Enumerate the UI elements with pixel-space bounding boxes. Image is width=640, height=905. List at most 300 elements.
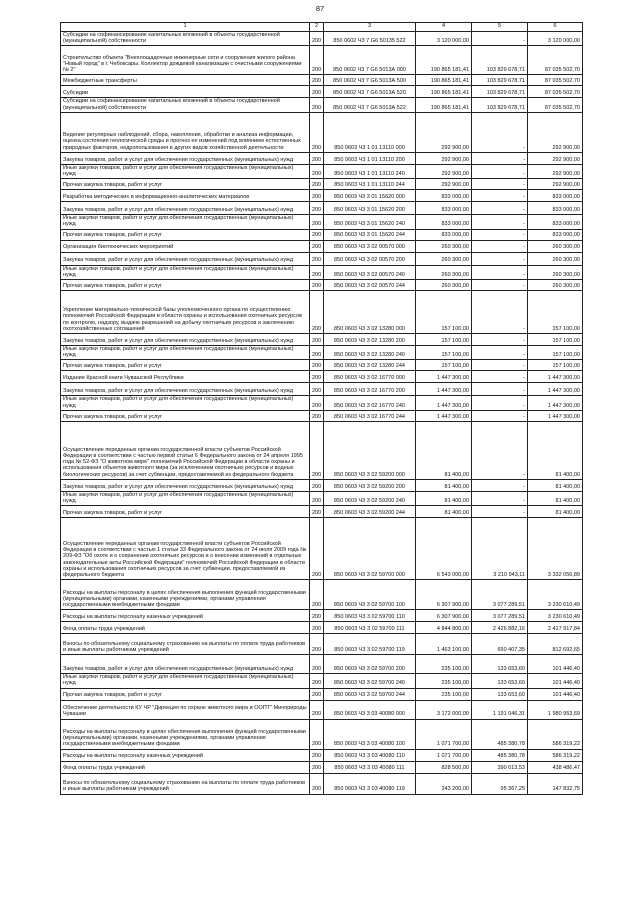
row-remaining-amount-cell: 292 900,00 <box>528 112 583 152</box>
row-classification-code-cell: 850 0603 Ч3 3 02 59700 244 <box>324 688 416 700</box>
row-executed-amount-cell: - <box>472 112 528 152</box>
row-classification-code-cell: 850 0603 Ч3 1 01 13110 200 <box>324 152 416 164</box>
row-remaining-amount-cell: 87 035 502,70 <box>528 46 583 75</box>
row-remaining-amount-cell: 81 400,00 <box>528 479 583 491</box>
row-classification-code-cell: 850 0603 Ч3 3 02 59700 110 <box>324 610 416 622</box>
row-classification-code-cell: 850 0603 Ч3 3 02 59700 111 <box>324 622 416 634</box>
table-row <box>61 700 583 719</box>
row-executed-amount-cell: 3 077 289,51 <box>472 610 528 622</box>
row-approved-amount-cell: 833 000,00 <box>416 202 472 215</box>
row-remaining-amount-cell: 1 447 300,00 <box>528 383 583 396</box>
table-row <box>61 719 583 749</box>
row-approved-amount-cell: 828 500,00 <box>416 761 472 773</box>
row-classification-code-cell: 850 0603 Ч3 3 03 40080 110 <box>324 749 416 761</box>
table-row <box>61 252 583 265</box>
row-remaining-amount-cell: 292 900,00 <box>528 179 583 190</box>
row-remaining-amount-cell: 3 230 610,49 <box>528 610 583 622</box>
row-name-cell: Иные закупки товаров, работ и услуг для обеспечения государственных (муниципальных) нужд <box>61 396 310 410</box>
table-row <box>61 334 583 346</box>
row-name-cell: Прочая закупка товаров, работ и услуг <box>61 506 310 518</box>
row-classification-code-cell: 850 0603 Ч3 3 02 13280 244 <box>324 360 416 371</box>
row-line-code-cell: 200 <box>310 179 324 190</box>
row-approved-amount-cell: 157 100,00 <box>416 334 472 346</box>
row-remaining-amount-cell: 3 332 056,89 <box>528 518 583 580</box>
row-name-cell: Прочая закупка товаров, работ и услуг <box>61 688 310 700</box>
table-row <box>61 518 583 580</box>
row-classification-code-cell: 850 0603 Ч3 3 02 59700 119 <box>324 634 416 655</box>
table-row <box>61 371 583 383</box>
row-name-cell: Иные закупки товаров, работ и услуг для обеспечения государственных (муниципальных) нужд <box>61 674 310 688</box>
row-approved-amount-cell: 292 900,00 <box>416 164 472 178</box>
row-name-cell: Иные закупки товаров, работ и услуг для обеспечения государственных (муниципальных) нужд <box>61 164 310 178</box>
budget-table <box>60 22 583 795</box>
row-executed-amount-cell: 133 653,60 <box>472 674 528 688</box>
row-executed-amount-cell: 485 380,78 <box>472 749 528 761</box>
row-line-code-cell: 200 <box>310 86 324 98</box>
row-executed-amount-cell: - <box>472 32 528 46</box>
row-classification-code-cell: 850 0603 Ч3 3 02 13280 240 <box>324 346 416 360</box>
row-classification-code-cell: 850 0602 Ч3 7 G6 5013А 522 <box>324 98 416 112</box>
row-line-code-cell: 200 <box>310 674 324 688</box>
row-classification-code-cell: 850 0602 Ч3 7 G6 5013А 000 <box>324 46 416 75</box>
row-executed-amount-cell: - <box>472 291 528 334</box>
row-remaining-amount-cell: 147 832,75 <box>528 773 583 794</box>
row-approved-amount-cell: 235 100,00 <box>416 674 472 688</box>
row-name-cell: Закупка товаров, работ и услуг для обеспечения государственных (муниципальных) нужд <box>61 655 310 674</box>
table-row <box>61 75 583 86</box>
row-classification-code-cell: 850 0603 Ч3 3 02 13280 000 <box>324 291 416 334</box>
row-line-code-cell: 200 <box>310 371 324 383</box>
row-name-cell: Закупка товаров, работ и услуг для обеспечения государственных (муниципальных) нужд <box>61 383 310 396</box>
row-approved-amount-cell: 3 120 000,00 <box>416 32 472 46</box>
row-approved-amount-cell: 1 071 700,00 <box>416 749 472 761</box>
row-line-code-cell: 200 <box>310 346 324 360</box>
row-name-cell: Прочая закупка товаров, работ и услуг <box>61 229 310 240</box>
row-line-code-cell: 200 <box>310 491 324 505</box>
row-approved-amount-cell: 157 100,00 <box>416 346 472 360</box>
row-executed-amount-cell: - <box>472 410 528 421</box>
row-remaining-amount-cell: 586 319,22 <box>528 719 583 749</box>
row-line-code-cell: 200 <box>310 360 324 371</box>
row-name-cell: Строительство объекта "Внеплощадочные инженерные сети и сооружения жилого района "Новый город" в г. Чебоксары. Коллектор дождевой канализации с очистными сооружениями № 2" <box>61 46 310 75</box>
table-row <box>61 674 583 688</box>
row-line-code-cell: 200 <box>310 265 324 279</box>
row-name-cell: Прочая закупка товаров, работ и услуг <box>61 410 310 421</box>
row-line-code-cell: 200 <box>310 215 324 229</box>
row-approved-amount-cell: 6 543 000,00 <box>416 518 472 580</box>
row-classification-code-cell: 850 0603 Ч3 1 01 13110 000 <box>324 112 416 152</box>
row-classification-code-cell: 850 0603 Ч3 3 02 16770 240 <box>324 396 416 410</box>
row-classification-code-cell: 850 0603 Ч3 3 01 15620 244 <box>324 229 416 240</box>
row-name-cell: Закупка товаров, работ и услуг для обеспечения государственных (муниципальных) нужд <box>61 252 310 265</box>
table-row <box>61 491 583 505</box>
column-header: 4 <box>416 23 472 32</box>
row-executed-amount-cell: 3 077 289,51 <box>472 580 528 610</box>
row-executed-amount-cell: - <box>472 252 528 265</box>
row-approved-amount-cell: 1 447 300,00 <box>416 396 472 410</box>
row-executed-amount-cell: 1 191 046,31 <box>472 700 528 719</box>
row-approved-amount-cell: 81 400,00 <box>416 506 472 518</box>
row-approved-amount-cell: 190 865 181,41 <box>416 98 472 112</box>
row-line-code-cell: 200 <box>310 518 324 580</box>
row-executed-amount-cell: - <box>472 240 528 252</box>
row-line-code-cell: 200 <box>310 202 324 215</box>
row-line-code-cell: 200 <box>310 98 324 112</box>
row-approved-amount-cell: 81 400,00 <box>416 491 472 505</box>
row-line-code-cell: 200 <box>310 112 324 152</box>
row-line-code-cell: 200 <box>310 634 324 655</box>
row-remaining-amount-cell: 1 447 300,00 <box>528 410 583 421</box>
row-approved-amount-cell: 833 000,00 <box>416 215 472 229</box>
table-row <box>61 190 583 202</box>
row-remaining-amount-cell: 3 230 610,49 <box>528 580 583 610</box>
row-approved-amount-cell: 1 447 300,00 <box>416 410 472 421</box>
column-header: 1 <box>61 23 310 32</box>
row-approved-amount-cell: 1 447 300,00 <box>416 383 472 396</box>
row-line-code-cell: 200 <box>310 719 324 749</box>
column-header: 2 <box>310 23 324 32</box>
row-executed-amount-cell: 103 829 678,71 <box>472 75 528 86</box>
row-classification-code-cell: 850 0603 Ч3 1 01 13110 240 <box>324 164 416 178</box>
row-name-cell: Фонд оплаты труда учреждений <box>61 622 310 634</box>
row-name-cell: Закупка товаров, работ и услуг для обеспечения государственных (муниципальных) нужд <box>61 202 310 215</box>
row-name-cell: Закупка товаров, работ и услуг для обеспечения государственных (муниципальных) нужд <box>61 334 310 346</box>
row-classification-code-cell: 850 0603 Ч3 3 02 16770 200 <box>324 383 416 396</box>
row-approved-amount-cell: 157 100,00 <box>416 291 472 334</box>
row-approved-amount-cell: 235 100,00 <box>416 688 472 700</box>
row-name-cell: Субсидии на софинансирование капитальных вложений в объекты государственной (муниципальной) собственности <box>61 32 310 46</box>
table-row <box>61 749 583 761</box>
table-row <box>61 688 583 700</box>
table-row <box>61 240 583 252</box>
row-remaining-amount-cell: 833 000,00 <box>528 215 583 229</box>
row-executed-amount-cell: - <box>472 334 528 346</box>
row-approved-amount-cell: 260 300,00 <box>416 280 472 291</box>
row-classification-code-cell: 850 0603 Ч3 1 01 13110 244 <box>324 179 416 190</box>
row-name-cell: Субсидии на софинансирование капитальных вложений в объекты государственной (муниципальной) собственности <box>61 98 310 112</box>
table-row <box>61 112 583 152</box>
row-executed-amount-cell: - <box>472 179 528 190</box>
table-row <box>61 98 583 112</box>
row-executed-amount-cell: - <box>472 506 528 518</box>
row-classification-code-cell: 850 0603 Ч3 3 03 40080 000 <box>324 700 416 719</box>
row-name-cell: Осуществление переданных органам государственной власти субъектов Российской Федерации в соответствии с частью 1 статьи 33 Федерального закона от 24 июля 2009 года № 209-ФЗ "Об охоте и о сохранении охотничьих ресурсов и о внесении изменений в отдельные законодательные акты Российской Федерации" полномочий Российской Федерации в области охраны и использования охотничьих ресурсов за счет субвенции, предоставляемой из федерального бюджета <box>61 518 310 580</box>
row-line-code-cell: 200 <box>310 32 324 46</box>
row-line-code-cell: 200 <box>310 190 324 202</box>
row-name-cell: Организация биотехнических мероприятий <box>61 240 310 252</box>
row-approved-amount-cell: 243 200,00 <box>416 773 472 794</box>
row-name-cell: Ведение регулярных наблюдений, сбора, накопления, обработки и анализа информации, оценка состояния геологической среды и прогноз ее изменений под влиянием естественных природных факторов, недропользования и других видов хозяйственной деятельности <box>61 112 310 152</box>
row-line-code-cell: 200 <box>310 240 324 252</box>
table-row <box>61 346 583 360</box>
table-row <box>61 580 583 610</box>
row-approved-amount-cell: 4 844 800,00 <box>416 622 472 634</box>
row-executed-amount-cell: 390 013,53 <box>472 761 528 773</box>
table-row <box>61 179 583 190</box>
row-classification-code-cell: 850 0603 Ч3 3 02 59700 200 <box>324 655 416 674</box>
table-row <box>61 280 583 291</box>
row-line-code-cell: 200 <box>310 152 324 164</box>
row-classification-code-cell: 850 0603 Ч3 3 02 59200 200 <box>324 479 416 491</box>
row-executed-amount-cell: - <box>472 229 528 240</box>
row-classification-code-cell: 850 0602 Ч3 7 G6 50135 522 <box>324 32 416 46</box>
row-name-cell: Прочая закупка товаров, работ и услуг <box>61 360 310 371</box>
table-row <box>61 291 583 334</box>
row-approved-amount-cell: 6 307 900,00 <box>416 610 472 622</box>
row-line-code-cell: 200 <box>310 580 324 610</box>
row-classification-code-cell: 850 0603 Ч3 3 02 00570 200 <box>324 252 416 265</box>
row-approved-amount-cell: 260 300,00 <box>416 265 472 279</box>
row-remaining-amount-cell: 81 400,00 <box>528 491 583 505</box>
row-line-code-cell: 200 <box>310 610 324 622</box>
row-approved-amount-cell: 260 300,00 <box>416 240 472 252</box>
row-name-cell: Иные закупки товаров, работ и услуг для обеспечения государственных (муниципальных) нужд <box>61 265 310 279</box>
row-line-code-cell: 200 <box>310 383 324 396</box>
row-line-code-cell: 200 <box>310 291 324 334</box>
row-remaining-amount-cell: 157 100,00 <box>528 291 583 334</box>
row-executed-amount-cell: 485 380,78 <box>472 719 528 749</box>
row-approved-amount-cell: 190 865 181,41 <box>416 75 472 86</box>
table-row <box>61 164 583 178</box>
row-name-cell: Фонд оплаты труда учреждений <box>61 761 310 773</box>
row-line-code-cell: 200 <box>310 773 324 794</box>
row-approved-amount-cell: 833 000,00 <box>416 229 472 240</box>
row-name-cell: Осуществление переданных органам государственной власти субъектов Российской Федерации в соответствии с частью первой статьи 6 Федерального закона от 24 апреля 1995 года № 52-ФЗ "О животном мире" полномочий Российской Федерации в области охраны и использования объектов животного мира (за исключением охотничьих ресурсов и водных биологических ресурсов) за счет субвенции, предоставляемой из федерального бюджета <box>61 421 310 479</box>
row-remaining-amount-cell: 157 100,00 <box>528 334 583 346</box>
row-remaining-amount-cell: 87 035 502,70 <box>528 75 583 86</box>
table-row <box>61 202 583 215</box>
row-remaining-amount-cell: 1 980 953,69 <box>528 700 583 719</box>
row-classification-code-cell: 850 0603 Ч3 3 02 00570 244 <box>324 280 416 291</box>
row-remaining-amount-cell: 1 447 300,00 <box>528 396 583 410</box>
table-row <box>61 152 583 164</box>
row-executed-amount-cell: - <box>472 421 528 479</box>
row-line-code-cell: 200 <box>310 410 324 421</box>
row-classification-code-cell: 850 0603 Ч3 3 03 40080 100 <box>324 719 416 749</box>
row-remaining-amount-cell: 260 300,00 <box>528 265 583 279</box>
row-remaining-amount-cell: 260 300,00 <box>528 280 583 291</box>
row-classification-code-cell: 850 0603 Ч3 3 03 40080 111 <box>324 761 416 773</box>
row-line-code-cell: 200 <box>310 421 324 479</box>
row-classification-code-cell: 850 0603 Ч3 3 02 00570 240 <box>324 265 416 279</box>
table-row <box>61 634 583 655</box>
table-row <box>61 229 583 240</box>
row-remaining-amount-cell: 3 120 000,00 <box>528 32 583 46</box>
row-name-cell: Обеспечение деятельности КУ ЧР "Дирекция по охране животного мира и ООПТ" Минприроды Чувашии <box>61 700 310 719</box>
table-row <box>61 383 583 396</box>
row-approved-amount-cell: 81 400,00 <box>416 479 472 491</box>
row-classification-code-cell: 850 0603 Ч3 3 02 16770 244 <box>324 410 416 421</box>
row-classification-code-cell: 850 0603 Ч3 3 03 40080 119 <box>324 773 416 794</box>
row-name-cell: Межбюджетные трансферты <box>61 75 310 86</box>
row-executed-amount-cell: 103 829 678,71 <box>472 86 528 98</box>
row-remaining-amount-cell: 1 447 300,00 <box>528 371 583 383</box>
row-classification-code-cell: 850 0603 Ч3 3 02 59200 244 <box>324 506 416 518</box>
row-classification-code-cell: 850 0602 Ч3 7 G6 5013А 500 <box>324 75 416 86</box>
row-approved-amount-cell: 1 463 100,00 <box>416 634 472 655</box>
row-name-cell: Взносы по обязательному социальному страхованию на выплаты по оплате труда работников и иные выплаты работникам учреждений <box>61 634 310 655</box>
row-name-cell: Расходы на выплаты персоналу в целях обеспечения выполнения функций государственными (муниципальными) органами, казенными учреждениями, органами управления государственными внебюджетными фондами <box>61 719 310 749</box>
row-classification-code-cell: 850 0603 Ч3 3 01 15620 000 <box>324 190 416 202</box>
row-line-code-cell: 200 <box>310 688 324 700</box>
row-approved-amount-cell: 190 865 181,41 <box>416 46 472 75</box>
row-remaining-amount-cell: 101 446,40 <box>528 688 583 700</box>
row-executed-amount-cell: 103 829 678,71 <box>472 46 528 75</box>
row-line-code-cell: 200 <box>310 164 324 178</box>
row-name-cell: Расходы на выплаты персоналу казенных учреждений <box>61 610 310 622</box>
row-executed-amount-cell: - <box>472 371 528 383</box>
row-remaining-amount-cell: 157 100,00 <box>528 360 583 371</box>
row-approved-amount-cell: 292 900,00 <box>416 179 472 190</box>
row-name-cell: Укрепление материально-технической базы уполномоченного органа по осуществлению полномочий Российской Федерации в области охраны и использования охотничьих ресурсов по контролю, надзору, выдаче разрешений на добычу охотничьих ресурсов и заключению охотхозяйственных соглашений <box>61 291 310 334</box>
row-line-code-cell: 200 <box>310 622 324 634</box>
row-name-cell: Прочая закупка товаров, работ и услуг <box>61 179 310 190</box>
row-remaining-amount-cell: 586 319,22 <box>528 749 583 761</box>
row-remaining-amount-cell: 833 000,00 <box>528 190 583 202</box>
table-row <box>61 773 583 794</box>
row-line-code-cell: 200 <box>310 700 324 719</box>
row-executed-amount-cell: 103 829 678,71 <box>472 98 528 112</box>
row-executed-amount-cell: 133 653,60 <box>472 688 528 700</box>
row-executed-amount-cell: - <box>472 152 528 164</box>
row-remaining-amount-cell: 260 300,00 <box>528 240 583 252</box>
row-name-cell: Прочая закупка товаров, работ и услуг <box>61 280 310 291</box>
row-approved-amount-cell: 235 100,00 <box>416 655 472 674</box>
row-executed-amount-cell: - <box>472 396 528 410</box>
row-approved-amount-cell: 6 307 900,00 <box>416 580 472 610</box>
row-classification-code-cell: 850 0603 Ч3 3 01 15620 200 <box>324 202 416 215</box>
row-line-code-cell: 200 <box>310 761 324 773</box>
row-approved-amount-cell: 260 300,00 <box>416 252 472 265</box>
row-remaining-amount-cell: 833 000,00 <box>528 229 583 240</box>
row-remaining-amount-cell: 292 900,00 <box>528 164 583 178</box>
row-remaining-amount-cell: 81 400,00 <box>528 421 583 479</box>
row-line-code-cell: 200 <box>310 229 324 240</box>
column-header: 5 <box>472 23 528 32</box>
row-approved-amount-cell: 190 865 181,41 <box>416 86 472 98</box>
row-executed-amount-cell: - <box>472 215 528 229</box>
table-row <box>61 610 583 622</box>
row-line-code-cell: 200 <box>310 75 324 86</box>
row-name-cell: Иные закупки товаров, работ и услуг для обеспечения государственных (муниципальных) нужд <box>61 346 310 360</box>
row-executed-amount-cell: - <box>472 265 528 279</box>
row-name-cell: Закупка товаров, работ и услуг для обеспечения государственных (муниципальных) нужд <box>61 479 310 491</box>
row-approved-amount-cell: 1 447 300,00 <box>416 371 472 383</box>
table-row <box>61 215 583 229</box>
row-remaining-amount-cell: 2 417 917,84 <box>528 622 583 634</box>
row-name-cell: Разработка методических и информационно-аналитических материалов <box>61 190 310 202</box>
row-executed-amount-cell: - <box>472 202 528 215</box>
row-name-cell: Издание Красной книги Чувашской Республики <box>61 371 310 383</box>
row-remaining-amount-cell: 260 300,00 <box>528 252 583 265</box>
row-line-code-cell: 200 <box>310 280 324 291</box>
row-classification-code-cell: 850 0603 Ч3 3 02 16770 000 <box>324 371 416 383</box>
table-row <box>61 86 583 98</box>
row-approved-amount-cell: 157 100,00 <box>416 360 472 371</box>
row-approved-amount-cell: 833 000,00 <box>416 190 472 202</box>
row-line-code-cell: 200 <box>310 506 324 518</box>
row-name-cell: Расходы на выплаты персоналу казенных учреждений <box>61 749 310 761</box>
row-remaining-amount-cell: 833 000,00 <box>528 202 583 215</box>
row-approved-amount-cell: 3 172 000,00 <box>416 700 472 719</box>
row-name-cell: Иные закупки товаров, работ и услуг для обеспечения государственных (муниципальных) нужд <box>61 215 310 229</box>
column-header: 3 <box>324 23 416 32</box>
row-classification-code-cell: 850 0602 Ч3 7 G6 5013А 520 <box>324 86 416 98</box>
table-row <box>61 410 583 421</box>
row-line-code-cell: 200 <box>310 396 324 410</box>
row-approved-amount-cell: 292 900,00 <box>416 112 472 152</box>
row-remaining-amount-cell: 157 100,00 <box>528 346 583 360</box>
table-row <box>61 421 583 479</box>
row-approved-amount-cell: 81 400,00 <box>416 421 472 479</box>
table-row <box>61 655 583 674</box>
row-line-code-cell: 200 <box>310 46 324 75</box>
row-name-cell: Взносы по обязательному социальному страхованию на выплаты по оплате труда работников и иные выплаты работникам учреждений <box>61 773 310 794</box>
row-executed-amount-cell: - <box>472 383 528 396</box>
row-remaining-amount-cell: 101 446,40 <box>528 674 583 688</box>
row-name-cell: Расходы на выплаты персоналу в целях обеспечения выполнения функций государственными (муниципальными) органами, казенными учреждениями, органами управления государственными внебюджетными фондами <box>61 580 310 610</box>
column-header: 6 <box>528 23 583 32</box>
table-row <box>61 506 583 518</box>
table-row <box>61 46 583 75</box>
row-executed-amount-cell: 3 210 943,11 <box>472 518 528 580</box>
table-row <box>61 761 583 773</box>
row-executed-amount-cell: - <box>472 164 528 178</box>
row-name-cell: Субсидии <box>61 86 310 98</box>
row-executed-amount-cell: 95 367,25 <box>472 773 528 794</box>
row-remaining-amount-cell: 292 900,00 <box>528 152 583 164</box>
row-approved-amount-cell: 1 071 700,00 <box>416 719 472 749</box>
row-classification-code-cell: 850 0603 Ч3 3 02 59200 000 <box>324 421 416 479</box>
row-executed-amount-cell: 2 426 882,16 <box>472 622 528 634</box>
table-row <box>61 360 583 371</box>
row-line-code-cell: 200 <box>310 334 324 346</box>
table-row <box>61 479 583 491</box>
row-executed-amount-cell: 650 407,35 <box>472 634 528 655</box>
row-remaining-amount-cell: 101 446,40 <box>528 655 583 674</box>
row-classification-code-cell: 850 0603 Ч3 3 02 13280 200 <box>324 334 416 346</box>
row-classification-code-cell: 850 0603 Ч3 3 02 59700 100 <box>324 580 416 610</box>
page-number: 87 <box>315 4 325 13</box>
table-row <box>61 622 583 634</box>
row-line-code-cell: 200 <box>310 655 324 674</box>
row-classification-code-cell: 850 0603 Ч3 3 02 59700 240 <box>324 674 416 688</box>
table-header-row <box>61 23 583 32</box>
row-executed-amount-cell: - <box>472 479 528 491</box>
row-remaining-amount-cell: 812 692,65 <box>528 634 583 655</box>
row-classification-code-cell: 850 0603 Ч3 3 02 00570 000 <box>324 240 416 252</box>
row-name-cell: Закупка товаров, работ и услуг для обеспечения государственных (муниципальных) нужд <box>61 152 310 164</box>
row-remaining-amount-cell: 81 400,00 <box>528 506 583 518</box>
row-line-code-cell: 200 <box>310 479 324 491</box>
row-executed-amount-cell: - <box>472 280 528 291</box>
table-row <box>61 32 583 46</box>
row-name-cell: Иные закупки товаров, работ и услуг для обеспечения государственных (муниципальных) нужд <box>61 491 310 505</box>
row-executed-amount-cell: - <box>472 346 528 360</box>
row-classification-code-cell: 850 0603 Ч3 3 02 59200 240 <box>324 491 416 505</box>
row-approved-amount-cell: 292 900,00 <box>416 152 472 164</box>
row-executed-amount-cell: - <box>472 491 528 505</box>
row-remaining-amount-cell: 87 035 502,70 <box>528 98 583 112</box>
row-line-code-cell: 200 <box>310 252 324 265</box>
row-executed-amount-cell: - <box>472 360 528 371</box>
row-executed-amount-cell: 133 653,60 <box>472 655 528 674</box>
row-remaining-amount-cell: 438 486,47 <box>528 761 583 773</box>
row-line-code-cell: 200 <box>310 749 324 761</box>
table-row <box>61 396 583 410</box>
row-executed-amount-cell: - <box>472 190 528 202</box>
row-remaining-amount-cell: 87 035 502,70 <box>528 86 583 98</box>
